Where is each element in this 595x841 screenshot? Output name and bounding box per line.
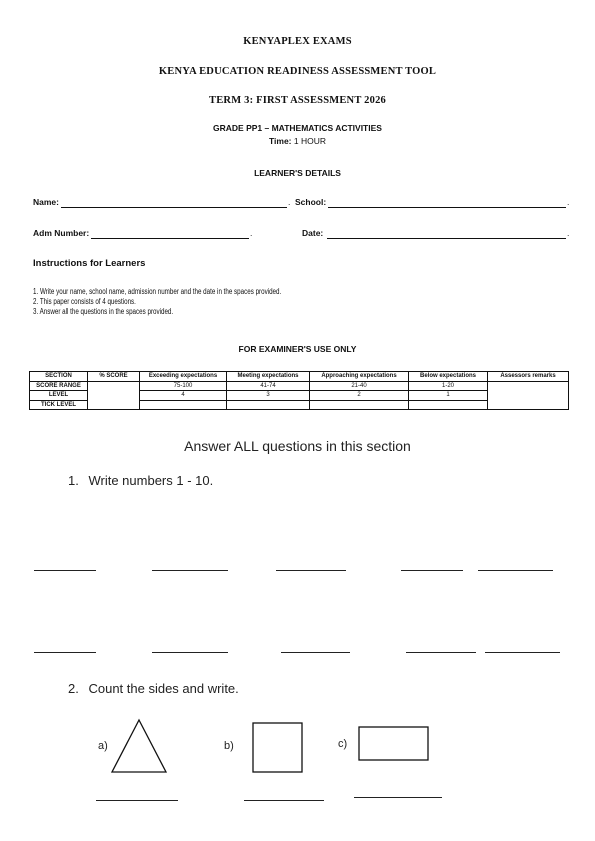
date-label: Date: (302, 228, 324, 238)
shape-label: a) (98, 740, 108, 752)
instruction-item: 1. Write your name, school name, admission number and the date in the spaces provided. (33, 287, 282, 296)
question-number: 2. (68, 681, 79, 696)
answer-blank[interactable] (401, 570, 463, 571)
table-cell: 75-100 (140, 381, 227, 391)
shape-label: c) (338, 738, 348, 750)
table-header-row (30, 372, 569, 382)
answer-blank[interactable] (34, 570, 96, 571)
answer-blank[interactable] (354, 797, 442, 798)
row-label: TICK LEVEL (30, 400, 88, 410)
triangle-icon (110, 718, 168, 774)
question-text: Count the sides and write. (88, 681, 239, 696)
school-dot: . (567, 197, 570, 207)
answer-blank[interactable] (34, 652, 96, 653)
table-cell: 4 (140, 391, 227, 401)
question-text: Write numbers 1 - 10. (88, 473, 214, 488)
answer-blank[interactable] (406, 652, 476, 653)
row-label: LEVEL (30, 391, 88, 401)
name-label: Name: (33, 197, 59, 207)
header-below: Below expectations (409, 372, 488, 382)
date-dot: . (567, 228, 570, 238)
remarks-cell[interactable] (488, 381, 569, 410)
instruction-item: 3. Answer all the questions in the spaces provided. (33, 307, 174, 316)
header-remarks: Assessors remarks (488, 372, 569, 382)
table-row (30, 381, 569, 391)
table-cell: 41-74 (227, 381, 310, 391)
term-title: TERM 3: FIRST ASSESSMENT 2026 (209, 95, 386, 106)
answer-blank[interactable] (281, 652, 350, 653)
tick-cell[interactable] (409, 400, 488, 410)
square-icon (252, 722, 304, 774)
time-label: Time: (268, 136, 292, 146)
table-cell: 3 (227, 391, 310, 401)
assessment-tool-title: KENYA EDUCATION READINESS ASSESSMENT TOOL (158, 66, 437, 77)
answer-blank[interactable] (96, 800, 178, 801)
section-heading: Answer ALL questions in this section (184, 438, 411, 454)
name-dot: . (288, 197, 291, 207)
examiner-title: FOR EXAMINER'S USE ONLY (238, 344, 357, 354)
question-2 (68, 681, 239, 696)
table-cell: 1-20 (409, 381, 488, 391)
answer-blank[interactable] (478, 570, 553, 571)
school-field[interactable] (328, 207, 566, 208)
answer-blank[interactable] (485, 652, 560, 653)
grade-title: GRADE PP1 – MATHEMATICS ACTIVITIES (213, 123, 382, 133)
header-approaching: Approaching expectations (310, 372, 409, 382)
header-score: % SCORE (88, 372, 140, 382)
date-field[interactable] (327, 238, 566, 239)
adm-dot: . (250, 228, 253, 238)
examiner-table (29, 371, 569, 410)
adm-number-field[interactable] (91, 238, 249, 239)
time-value: 1 HOUR (293, 136, 327, 146)
instructions-title: Instructions for Learners (33, 258, 146, 269)
exam-org: KENYAPLEX EXAMS (243, 36, 352, 47)
header-meeting: Meeting expectations (227, 372, 310, 382)
score-cell[interactable] (88, 381, 140, 410)
answer-blank[interactable] (244, 800, 324, 801)
name-field[interactable] (61, 207, 287, 208)
instruction-item: 2. This paper consists of 4 questions. (33, 297, 136, 306)
tick-cell[interactable] (310, 400, 409, 410)
shape-label: b) (224, 740, 234, 752)
question-1 (68, 473, 213, 488)
header-exceeding: Exceeding expectations (140, 372, 227, 382)
answer-blank[interactable] (152, 652, 228, 653)
adm-number-label: Adm Number: (33, 228, 90, 238)
answer-blank[interactable] (152, 570, 228, 571)
learner-details-title: LEARNER'S DETAILS (254, 168, 341, 178)
table-cell: 2 (310, 391, 409, 401)
row-label: SCORE RANGE (30, 381, 88, 391)
time-line (0, 136, 595, 146)
tick-cell[interactable] (227, 400, 310, 410)
table-cell: 1 (409, 391, 488, 401)
question-number: 1. (68, 473, 79, 488)
header-section: SECTION (30, 372, 88, 382)
school-label: School: (295, 197, 327, 207)
table-cell: 21-40 (310, 381, 409, 391)
tick-cell[interactable] (140, 400, 227, 410)
answer-blank[interactable] (276, 570, 346, 571)
rectangle-icon (358, 726, 430, 762)
